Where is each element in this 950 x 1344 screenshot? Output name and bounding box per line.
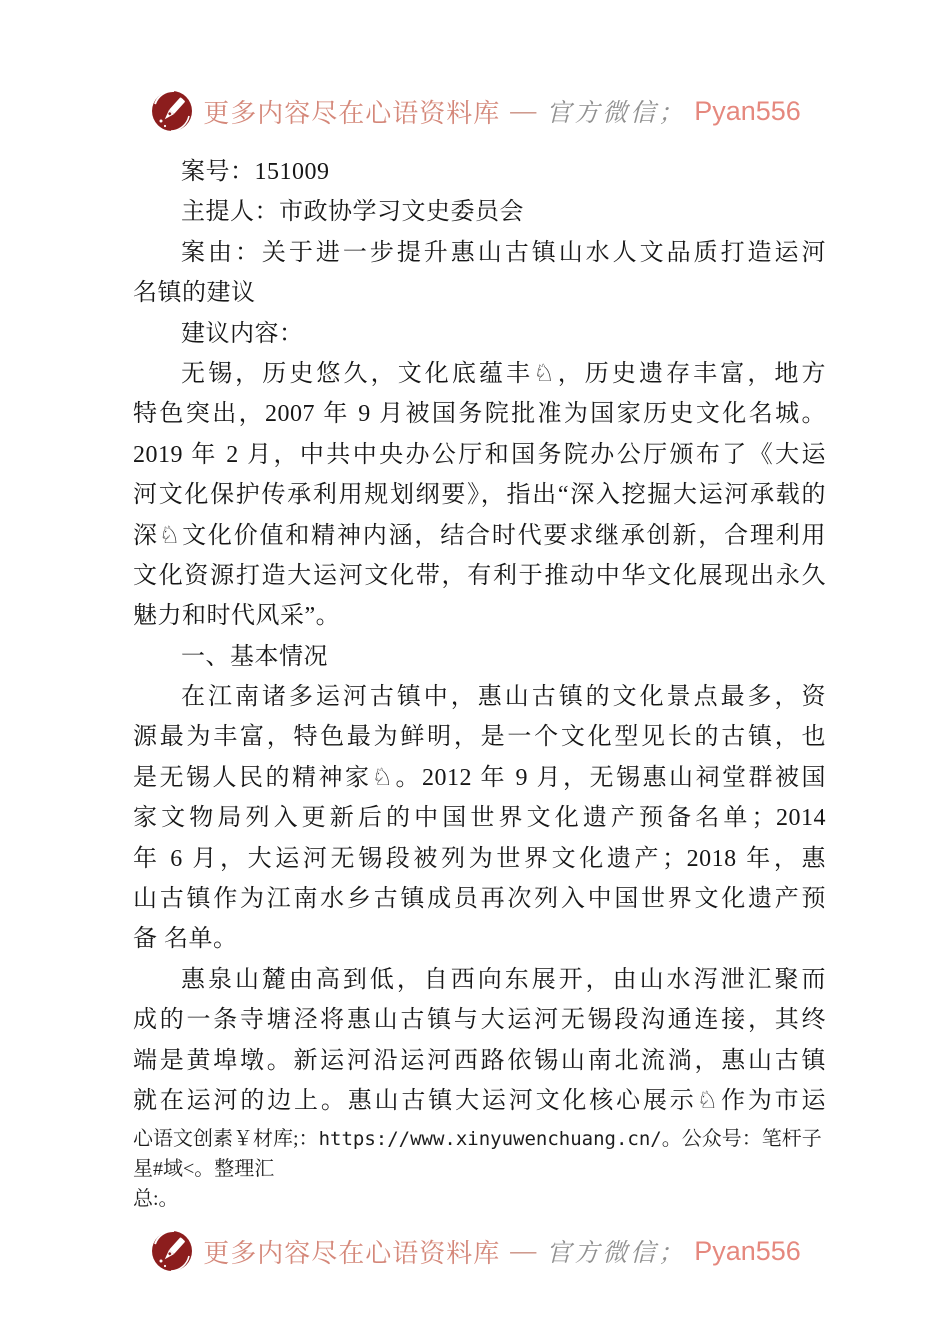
footnote-line-1 [133,1124,839,1184]
pen-nib-badge-icon [149,1228,195,1274]
doc-line: 惠泉山麓由高到低，自西向东展开，由山水泻泄汇聚而 [181,966,826,993]
doc-line-subject: 案由：关于进一步提升惠山古镇山水人文品质打造运河 [181,239,826,266]
banner-brand-text: 更多内容尽在心语资料库 [203,1238,501,1268]
doc-line: 源最为丰富，特色最为鲜明，是一个文化型见长的古镇，也 [133,724,826,751]
banner-wechat-label: 官方微信； [546,100,687,127]
doc-line: 是无锡人民的精神家♘。2012 年 9 月，无锡惠山祠堂群被国 [133,764,826,791]
bottom-banner [0,1228,950,1274]
doc-line: 家文物局列入更新后的中国世界文化遗产预备名单；2014 [133,805,826,832]
doc-line: 2019 年 2 月，中共中央办公厅和国务院办公厅颁布了《大运 [133,441,826,468]
document-body [133,152,826,1121]
doc-line: 在江南诸多运河古镇中，惠山古镇的文化景点最多，资 [181,684,826,711]
doc-line: 河文化保护传承利用规划纲要》，指出“深入挖掘大运河承载的 [133,482,826,509]
top-banner [0,88,950,134]
banner-dash: — [510,96,537,125]
doc-line-content-heading: 建议内容： [181,320,304,347]
doc-line: 无锡，历史悠久，文化底蕴丰♘，历史遗存丰富，地方 [181,360,826,387]
doc-line: 年 6 月，大运河无锡段被列为世界文化遗产；2018 年，惠 [133,845,826,872]
pen-nib-badge-icon [149,88,195,134]
banner-brand-text: 更多内容尽在心语资料库 [203,98,501,128]
doc-line: 就在运河的边上。惠山古镇大运河文化核心展示♘作为市运 [133,1087,826,1114]
doc-line: 魅力和时代风采”。 [133,603,341,630]
footnote-line-2: 总:。 [133,1188,179,1210]
doc-line: 端是黄埠墩。新运河沿运河西路依锡山南北流淌，惠山古镇 [133,1047,826,1074]
doc-line: 山古镇作为江南水乡古镇成员再次列入中国世界文化遗产预 [133,886,826,913]
source-footnote [133,1124,839,1214]
doc-line-case-number: 案号：151009 [181,159,330,185]
banner-wechat-label: 官方微信； [546,1240,687,1267]
footnote-text-left: 心语文创素￥材库;： [133,1128,319,1150]
banner-wechat-id: Pyan556 [694,1235,801,1266]
doc-line: 深♘文化价值和精神内涵，结合时代要求继承创新，合理利用 [133,522,826,549]
doc-line-proposer: 主提人：市政协学习文史委员会 [181,199,524,226]
doc-line-section-heading: 一、基本情况 [181,643,328,670]
footnote-text-right: 。公众号：笔杆子星#域<。整理汇 [133,1128,822,1180]
doc-line: 特色突出，2007 年 9 月被国务院批准为国家历史文化名城。 [133,401,826,428]
doc-line: 名镇的建议 [133,280,256,307]
doc-line: 文化资源打造大运河文化带，有利于推动中华文化展现出永久 [133,562,826,589]
doc-line: 备 名单。 [133,926,238,953]
banner-wechat-id: Pyan556 [694,95,801,126]
banner-dash: — [510,1236,537,1265]
doc-line: 成的一条寺塘泾将惠山古镇与大运河无锡段沟通连接，其终 [133,1007,826,1034]
footnote-url: https://www.xinyuwenchuang.cn/ [318,1128,662,1150]
